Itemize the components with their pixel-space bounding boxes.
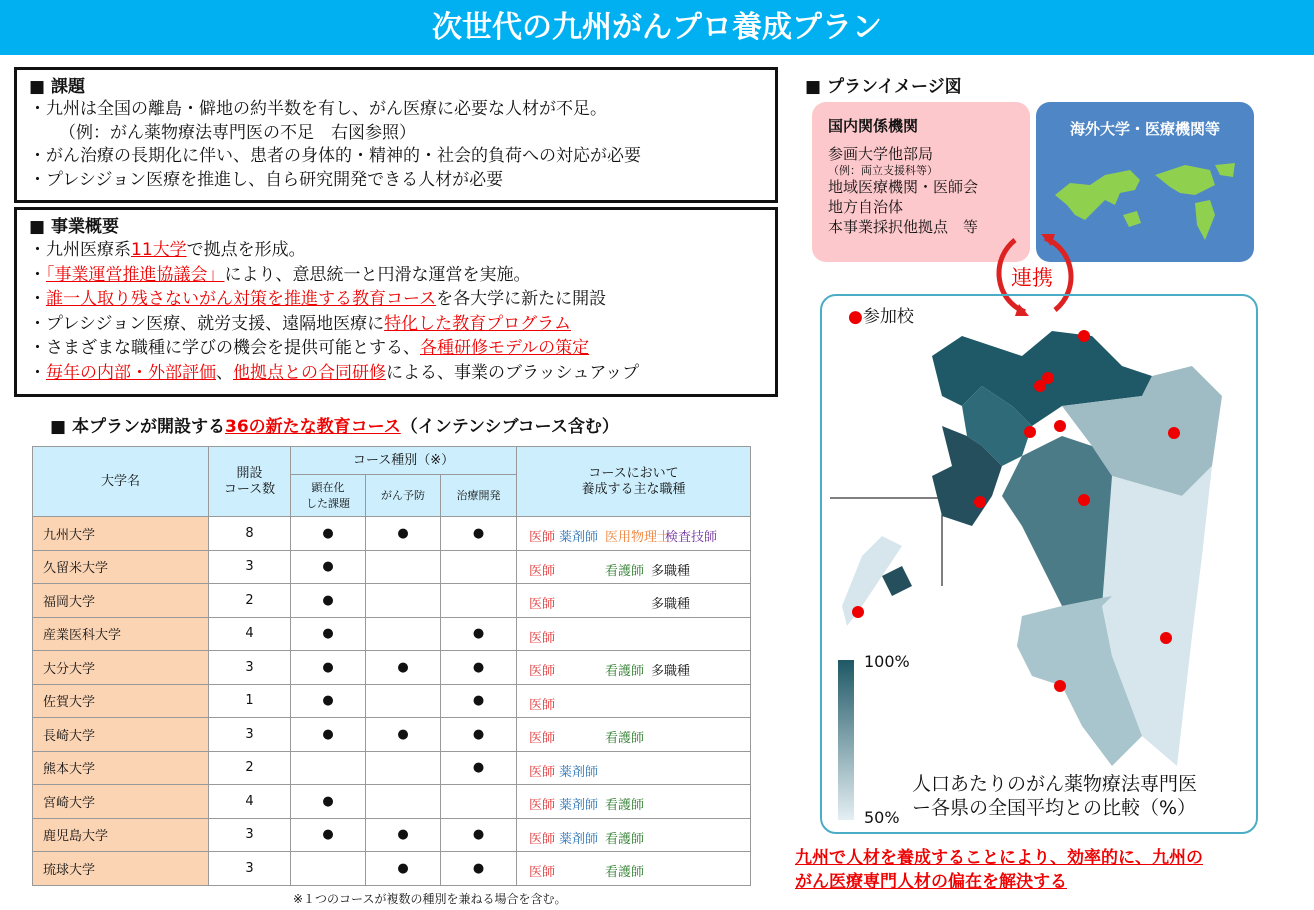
job-label: 多職種 (651, 563, 691, 579)
cell-count: 8 (209, 517, 291, 551)
cell-t3: ● (441, 718, 517, 752)
page-title: 次世代の九州がんプロ養成プラン (0, 0, 1314, 55)
job-label: 医師 (529, 697, 556, 713)
job-label: 看護師 (605, 798, 645, 813)
table-row (33, 684, 751, 718)
issue-line: ・がん治療の長期化に伴い、患者の身体的・精神的・社会的負荷への対応が必要 (29, 146, 641, 166)
cell-t3 (441, 550, 517, 584)
cell-t1: ● (291, 584, 366, 618)
job-label: 医師 (529, 664, 556, 679)
highlight: 「事業運営推進協議会」 (46, 264, 225, 285)
job-label: 医師 (529, 630, 556, 646)
job-label: 医用物理士 (605, 530, 671, 545)
cell-t1 (291, 751, 366, 785)
legend-participants: ●参加校 (848, 307, 914, 327)
cell-name: 熊本大学 (33, 751, 209, 785)
cell-t1: ● (291, 651, 366, 685)
highlight: 36の新たな教育コース (224, 417, 401, 437)
cell-t1: ● (291, 550, 366, 584)
cell-jobs (517, 584, 751, 618)
cell-t1: ● (291, 517, 366, 551)
col-t1: 顕在化 した課題 (291, 475, 366, 517)
table-footnote: ※１つのコースが複数の種別を兼ねる場合を含む。 (293, 892, 567, 906)
cell-t2: ● (366, 852, 441, 886)
highlight: 11大学 (131, 240, 187, 260)
kyushu-map (820, 294, 1258, 834)
text: により、意思統一と円滑な運営を実施。 (224, 264, 531, 285)
overview-line (29, 312, 763, 337)
cell-t3: ● (441, 684, 517, 718)
cell-name: 九州大学 (33, 517, 209, 551)
highlight: 毎年の内部・外部評価 (46, 362, 216, 383)
table-title (50, 412, 619, 437)
cell-jobs (517, 617, 751, 651)
scale-min: 50% (864, 808, 900, 827)
cell-t2 (366, 584, 441, 618)
cell-jobs (517, 517, 751, 551)
job-label: 検査技師 (665, 530, 718, 545)
domestic-item: 地域医療機関・医師会 (828, 178, 979, 196)
job-label: 医師 (529, 597, 556, 612)
domestic-item: 本事業採択他拠点 等 (828, 218, 979, 236)
text: （インテンシブコース含む） (400, 417, 619, 437)
table-row (33, 617, 751, 651)
job-label: 医師 (529, 731, 556, 746)
text: 、 (216, 362, 233, 383)
cell-name: 福岡大学 (33, 584, 209, 618)
cell-t2 (366, 617, 441, 651)
cell-t2 (366, 684, 441, 718)
cell-name: 宮崎大学 (33, 785, 209, 819)
caption-line: 人口あたりのがん薬物療法専門医 (912, 773, 1198, 795)
overseas-title: 海外大学・医療機関等 (1069, 120, 1220, 138)
col-type: コース種別（※） (291, 447, 517, 475)
job-label: 看護師 (605, 731, 645, 746)
cell-name: 長崎大学 (33, 718, 209, 752)
overview-line (29, 287, 763, 312)
table-row (33, 718, 751, 752)
table-row (33, 651, 751, 685)
cell-count: 4 (209, 617, 291, 651)
scale-bar (838, 660, 854, 820)
table-row (33, 550, 751, 584)
job-label: 医師 (529, 563, 556, 579)
text: ・ (29, 289, 46, 309)
conclusion-line: 九州で人材を養成することにより、効率的に、九州の (795, 848, 1203, 868)
cell-count: 3 (209, 550, 291, 584)
cell-t3: ● (441, 751, 517, 785)
legend-text: 参加校 (862, 307, 914, 327)
overview-line (29, 361, 763, 386)
conclusion (795, 846, 1203, 894)
cell-jobs (517, 550, 751, 584)
cell-name: 産業医科大学 (33, 617, 209, 651)
cell-count: 3 (209, 818, 291, 852)
cell-t2 (366, 550, 441, 584)
text: ・九州医療系 (29, 240, 131, 260)
table-row (33, 818, 751, 852)
cell-name: 琉球大学 (33, 852, 209, 886)
highlight: 他拠点との合同研修 (233, 362, 386, 383)
job-label: 看護師 (605, 563, 645, 579)
cell-t1: ● (291, 718, 366, 752)
job-label: 多職種 (651, 664, 691, 679)
domestic-item: 参画大学他部局 (828, 145, 934, 163)
cell-t1: ● (291, 684, 366, 718)
cell-count: 2 (209, 584, 291, 618)
job-label: 看護師 (605, 831, 645, 847)
col-t3: 治療開発 (441, 475, 517, 517)
text: で拠点を形成。 (186, 240, 306, 260)
text: ・ (29, 362, 46, 383)
cell-t3: ● (441, 818, 517, 852)
table-row (33, 751, 751, 785)
col-t2: がん予防 (366, 475, 441, 517)
cell-name: 久留米大学 (33, 550, 209, 584)
cell-t2: ● (366, 818, 441, 852)
cell-t3: ● (441, 651, 517, 685)
cell-name: 鹿児島大学 (33, 818, 209, 852)
highlight: 特化した教育プログラム (384, 313, 571, 334)
text: による、事業のブラッシュアップ (386, 362, 640, 383)
issue-line: ・プレシジョン医療を推進し、自ら研究開発できる人材が必要 (29, 169, 504, 190)
cell-count: 2 (209, 751, 291, 785)
cell-t2: ● (366, 718, 441, 752)
cell-jobs (517, 751, 751, 785)
overview-heading: ■ 事業概要 (29, 217, 119, 237)
overview-line (29, 336, 763, 361)
cell-t3: ● (441, 617, 517, 651)
cell-count: 3 (209, 852, 291, 886)
cell-name: 大分大学 (33, 651, 209, 685)
cell-t1: ● (291, 617, 366, 651)
caption-line: ー各県の全国平均との比較（%） (912, 797, 1197, 819)
cell-t3 (441, 584, 517, 618)
text: ・さまざまな職種に学びの機会を提供可能とする、 (29, 338, 420, 358)
link-label: 連携 (1011, 266, 1053, 290)
cell-name: 佐賀大学 (33, 684, 209, 718)
cell-jobs (517, 818, 751, 852)
scale-max: 100% (864, 652, 910, 671)
table-row (33, 852, 751, 886)
text: を各大学に新たに開設 (436, 289, 607, 309)
cell-t1: ● (291, 818, 366, 852)
map-caption (912, 772, 1197, 820)
cell-count: 1 (209, 684, 291, 718)
job-label: 多職種 (651, 597, 691, 612)
cell-t2: ● (366, 517, 441, 551)
table-row (33, 517, 751, 551)
job-label: 医師 (529, 831, 556, 847)
plan-heading: ■ プランイメージ図 (805, 77, 962, 97)
overview-line (29, 263, 763, 288)
conclusion-line: がん医療専門人材の偏在を解決する (795, 872, 1067, 892)
cell-count: 3 (209, 651, 291, 685)
cell-t2: ● (366, 651, 441, 685)
cell-jobs (517, 785, 751, 819)
domestic-item: （例：両立支援科等） (828, 164, 938, 177)
domestic-item: 地方自治体 (828, 198, 904, 216)
text: ・プレシジョン医療、就労支援、遠隔地医療に (29, 313, 385, 334)
cell-count: 3 (209, 718, 291, 752)
cell-jobs (517, 852, 751, 886)
job-label: 薬剤師 (559, 831, 599, 847)
cell-jobs (517, 684, 751, 718)
job-label: 薬剤師 (559, 764, 599, 780)
cell-count: 4 (209, 785, 291, 819)
job-label: 医師 (529, 764, 556, 780)
col-jobs: コースにおいて 養成する主な職種 (517, 447, 751, 517)
col-name: 大学名 (33, 447, 209, 517)
text: ・ (29, 264, 46, 285)
cell-t3: ● (441, 852, 517, 886)
cell-t3 (441, 785, 517, 819)
course-table (32, 446, 751, 886)
issues-box (14, 67, 778, 203)
cell-t2 (366, 751, 441, 785)
job-label: 医師 (529, 798, 556, 813)
job-label: 医師 (529, 530, 556, 545)
issue-line: （例：がん薬物療法専門医の不足 右図参照） (59, 122, 416, 143)
text: ■ 本プランが開設する (50, 417, 225, 437)
overview-box (14, 207, 778, 397)
job-label: 医師 (529, 865, 556, 880)
cell-jobs (517, 718, 751, 752)
cell-jobs (517, 651, 751, 685)
domestic-title: 国内関係機関 (828, 117, 919, 135)
job-label: 薬剤師 (559, 530, 599, 545)
cell-t1: ● (291, 785, 366, 819)
job-label: 薬剤師 (559, 798, 599, 813)
issue-line: ・九州は全国の離島・僻地の約半数を有し、がん医療に必要な人材が不足。 (29, 99, 607, 119)
prefecture-map (822, 296, 1258, 834)
issues-heading: ■ 課題 (29, 77, 85, 97)
cell-t2 (366, 785, 441, 819)
col-count: 開設 コース数 (209, 447, 291, 517)
overview-line (29, 238, 763, 263)
job-label: 看護師 (605, 664, 645, 679)
cell-t1 (291, 852, 366, 886)
table-row (33, 584, 751, 618)
cell-t3: ● (441, 517, 517, 551)
job-label: 看護師 (605, 865, 645, 880)
table-row (33, 785, 751, 819)
highlight: 各種研修モデルの策定 (420, 338, 590, 358)
highlight: 誰一人取り残さないがん対策を推進する教育コース (46, 289, 437, 309)
